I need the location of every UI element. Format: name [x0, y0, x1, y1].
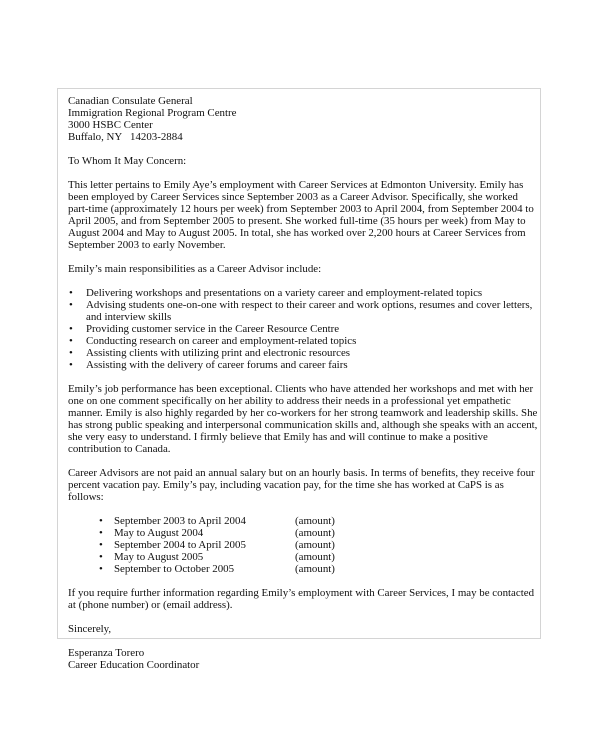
address-line: Canadian Consulate General — [68, 95, 193, 107]
contact-paragraph: If you require further information regarding Emily’s employment with Career Services, I may be contacted at (phone number) or (email address). — [68, 587, 535, 611]
list-item: • Providing customer service in the Career Resource Centre — [68, 323, 540, 335]
responsibilities-intro: Emily’s main responsibilities as a Career Advisor include: — [68, 263, 322, 275]
address-line: Buffalo, NY 14203-2884 — [68, 131, 183, 143]
responsibilities-list — [68, 287, 540, 371]
pay-period: • September 2004 to April 2005 — [114, 539, 246, 551]
intro-paragraph: This letter pertains to Emily Aye’s employment with Career Services at Edmonton University. Emily has been employed by Career Services since September 2003 as a Career Advisor. Specifically, she worked part-time (approximately 12 hours per week) from September 2003 to April 2004, from September 2004 to April 2005, and from September 2005 to present. She worked full-time (35 hours per week) from May to August 2004 and May to August 2005. In total, she has worked over 2,200 hours at Career Services from September 2003 to early November. — [68, 179, 534, 251]
list-item: • Delivering workshops and presentations on a variety career and employment-related topics — [68, 287, 540, 299]
list-item — [105, 539, 540, 551]
signer-name: Esperanza Torero — [68, 647, 145, 659]
list-item: • Assisting with the delivery of career forums and career fairs — [68, 359, 540, 371]
list-item — [105, 551, 540, 563]
closing: Sincerely, — [68, 623, 112, 635]
pay-amount: (amount) — [295, 515, 335, 527]
list-item — [105, 563, 540, 575]
pay-paragraph: Career Advisors are not paid an annual salary but on an hourly basis. In terms of benefits, they receive four percent vacation pay. Emily’s pay, including vacation pay, for the time she has worked at CaPS is as follows: — [68, 467, 535, 503]
pay-amount: (amount) — [295, 563, 335, 575]
pay-period: • September to October 2005 — [114, 563, 235, 575]
pay-amount: (amount) — [295, 539, 335, 551]
pay-amount: (amount) — [295, 527, 335, 539]
list-item: • Assisting clients with utilizing print and electronic resources — [68, 347, 540, 359]
signature-block — [68, 647, 540, 671]
salutation: To Whom It May Concern: — [68, 155, 187, 167]
pay-amount: (amount) — [295, 551, 335, 563]
pay-period: • May to August 2004 — [114, 527, 204, 539]
list-item — [105, 527, 540, 539]
performance-paragraph: Emily’s job performance has been exceptional. Clients who have attended her workshops and met with her one on one comment specifically on her ability to address their needs in a professional yet empathetic manner. Emily is also highly regarded by her co-workers for her strong teamwork and leadership skills. She has strong public speaking and interpersonal communication skills and, although she speaks with an accent, she very easy to understand. I firmly believe that Emily has and will continue to make a positive contribution to Canada. — [68, 383, 538, 455]
address-line: Immigration Regional Program Centre — [68, 107, 237, 119]
recipient-address — [68, 95, 540, 143]
pay-list — [68, 515, 540, 575]
signer-title: Career Education Coordinator — [68, 659, 200, 671]
document-page — [57, 88, 541, 671]
letter-body — [68, 95, 540, 671]
list-item: • Conducting research on career and employment-related topics — [68, 335, 540, 347]
address-line: 3000 HSBC Center — [68, 119, 153, 131]
pay-period: • September 2003 to April 2004 — [114, 515, 246, 527]
list-item: • Advising students one-on-one with respect to their career and work options, resumes and cover letters, and interview skills — [68, 299, 540, 323]
list-item — [105, 515, 540, 527]
pay-period: • May to August 2005 — [114, 551, 204, 563]
